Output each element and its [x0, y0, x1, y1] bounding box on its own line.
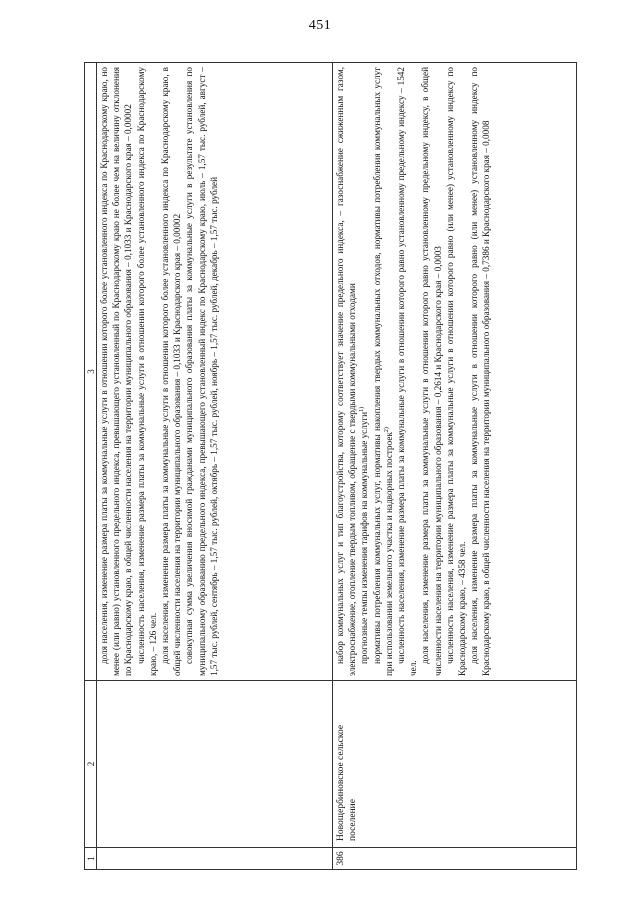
- settlement-name: Новощербиновское сельское поселение: [333, 680, 577, 847]
- paragraph-text: нормативы потребления коммунальных услуг, нормативы накопления твердых коммунальных отходов, нормативы потребления коммунальных услуг при использовании земельного участка и надворных построек: [371, 67, 394, 676]
- table-viewport: [84, 62, 577, 870]
- indicator-paragraph: численность населения, изменение размера платы за коммунальные услуги в отношении которого равно (или менее) установленному индексу по Краснодарскому краю, – 4358 чел.: [444, 67, 468, 676]
- row-number: 386: [333, 847, 577, 869]
- header-col-3: 3: [86, 369, 96, 374]
- indicators-text: [97, 63, 332, 680]
- page-number: 451: [308, 18, 332, 33]
- footnote-mark: 2): [383, 427, 390, 433]
- indicators-text: [333, 63, 577, 680]
- indicator-paragraph: [371, 67, 395, 676]
- indicator-paragraph: численность населения, изменение размера платы за коммунальные услуги в отношении которого более установленного индекса по Краснодарскому краю, – 126 чел.: [135, 67, 158, 676]
- header-col-2: 2: [85, 680, 96, 847]
- indicator-paragraph: доля населения, изменение размера платы за коммунальные услуги в отношении которого равно установленному предельному индексу, в общей численности населения на территории муниципального образования – 0,2614 и Краснодарского края – 0,0003: [420, 67, 443, 676]
- table-row: [97, 63, 333, 869]
- table-header-row: [85, 63, 97, 869]
- paragraph-text: прогнозные темпы изменения тарифов на коммунальные услуги: [359, 411, 370, 664]
- indicator-paragraph: доля населения, изменение размера платы за коммунальные услуги в отношении которого более установленного индекса по Краснодарскому краю, но менее (или равно) установленного предельного индекса, превышающего установленный по Краснодарскому краю не более чем на величину отклонения по Краснодарскому краю, в общей численности населения на территории муниципального образования – 0,1033 и Краснодарского края – 0,00002: [99, 67, 134, 676]
- indicator-paragraph: доля населения, изменение размера платы за коммунальные услуги в отношении которого более установленного индекса по Краснодарскому краю, в общей численности населения на территории муниципального образования – 0,1033 и Краснодарского края – 0,00002: [160, 67, 183, 676]
- paragraph-text: набор коммунальных услуг и тип благоустройства, которому соответствует значение предельного индекса, – газоснабжение сжиженным газом, электроснабжение, отопление твердым топливом, обращение с твердыми коммунальными отходами: [335, 67, 358, 676]
- indicator-paragraph: совокупная сумма увеличения вносимой гражданами муниципального образования платы за коммунальные услуги в результате установления по муниципальному образованию предельного индекса, превышающего установленный индекс по Краснодарскому краю, июль – 1,57 тыс. рублей, август – 1,57 тыс. рублей, сентябрь – 1,57 тыс. рублей, октябрь – 1,57 тыс. рублей, ноябрь – 1,57 тыс. рублей, декабрь – 1,57 тыс. рублей: [184, 67, 219, 676]
- indicator-paragraph: [334, 67, 358, 676]
- indicator-paragraph: численность населения, изменение размера платы за коммунальные услуги в отношении которого равно установленному предельному индексу – 1542 чел.: [396, 67, 419, 676]
- row-number: [97, 847, 332, 869]
- indicator-paragraph: доля населения, изменение размера платы за коммунальные услуги в отношении которого равно (или менее) установленному индексу по Краснодарскому краю, в общей численности населения на территории муниципального образования – 0,7386 и Краснодарского края – 0,0008: [469, 67, 492, 676]
- indicator-paragraph: [358, 67, 370, 676]
- footnote-mark: 1): [359, 406, 366, 412]
- data-table: [84, 62, 577, 870]
- header-col-1: 1: [85, 847, 96, 869]
- settlement-name: [97, 680, 332, 847]
- table-row: [333, 63, 577, 869]
